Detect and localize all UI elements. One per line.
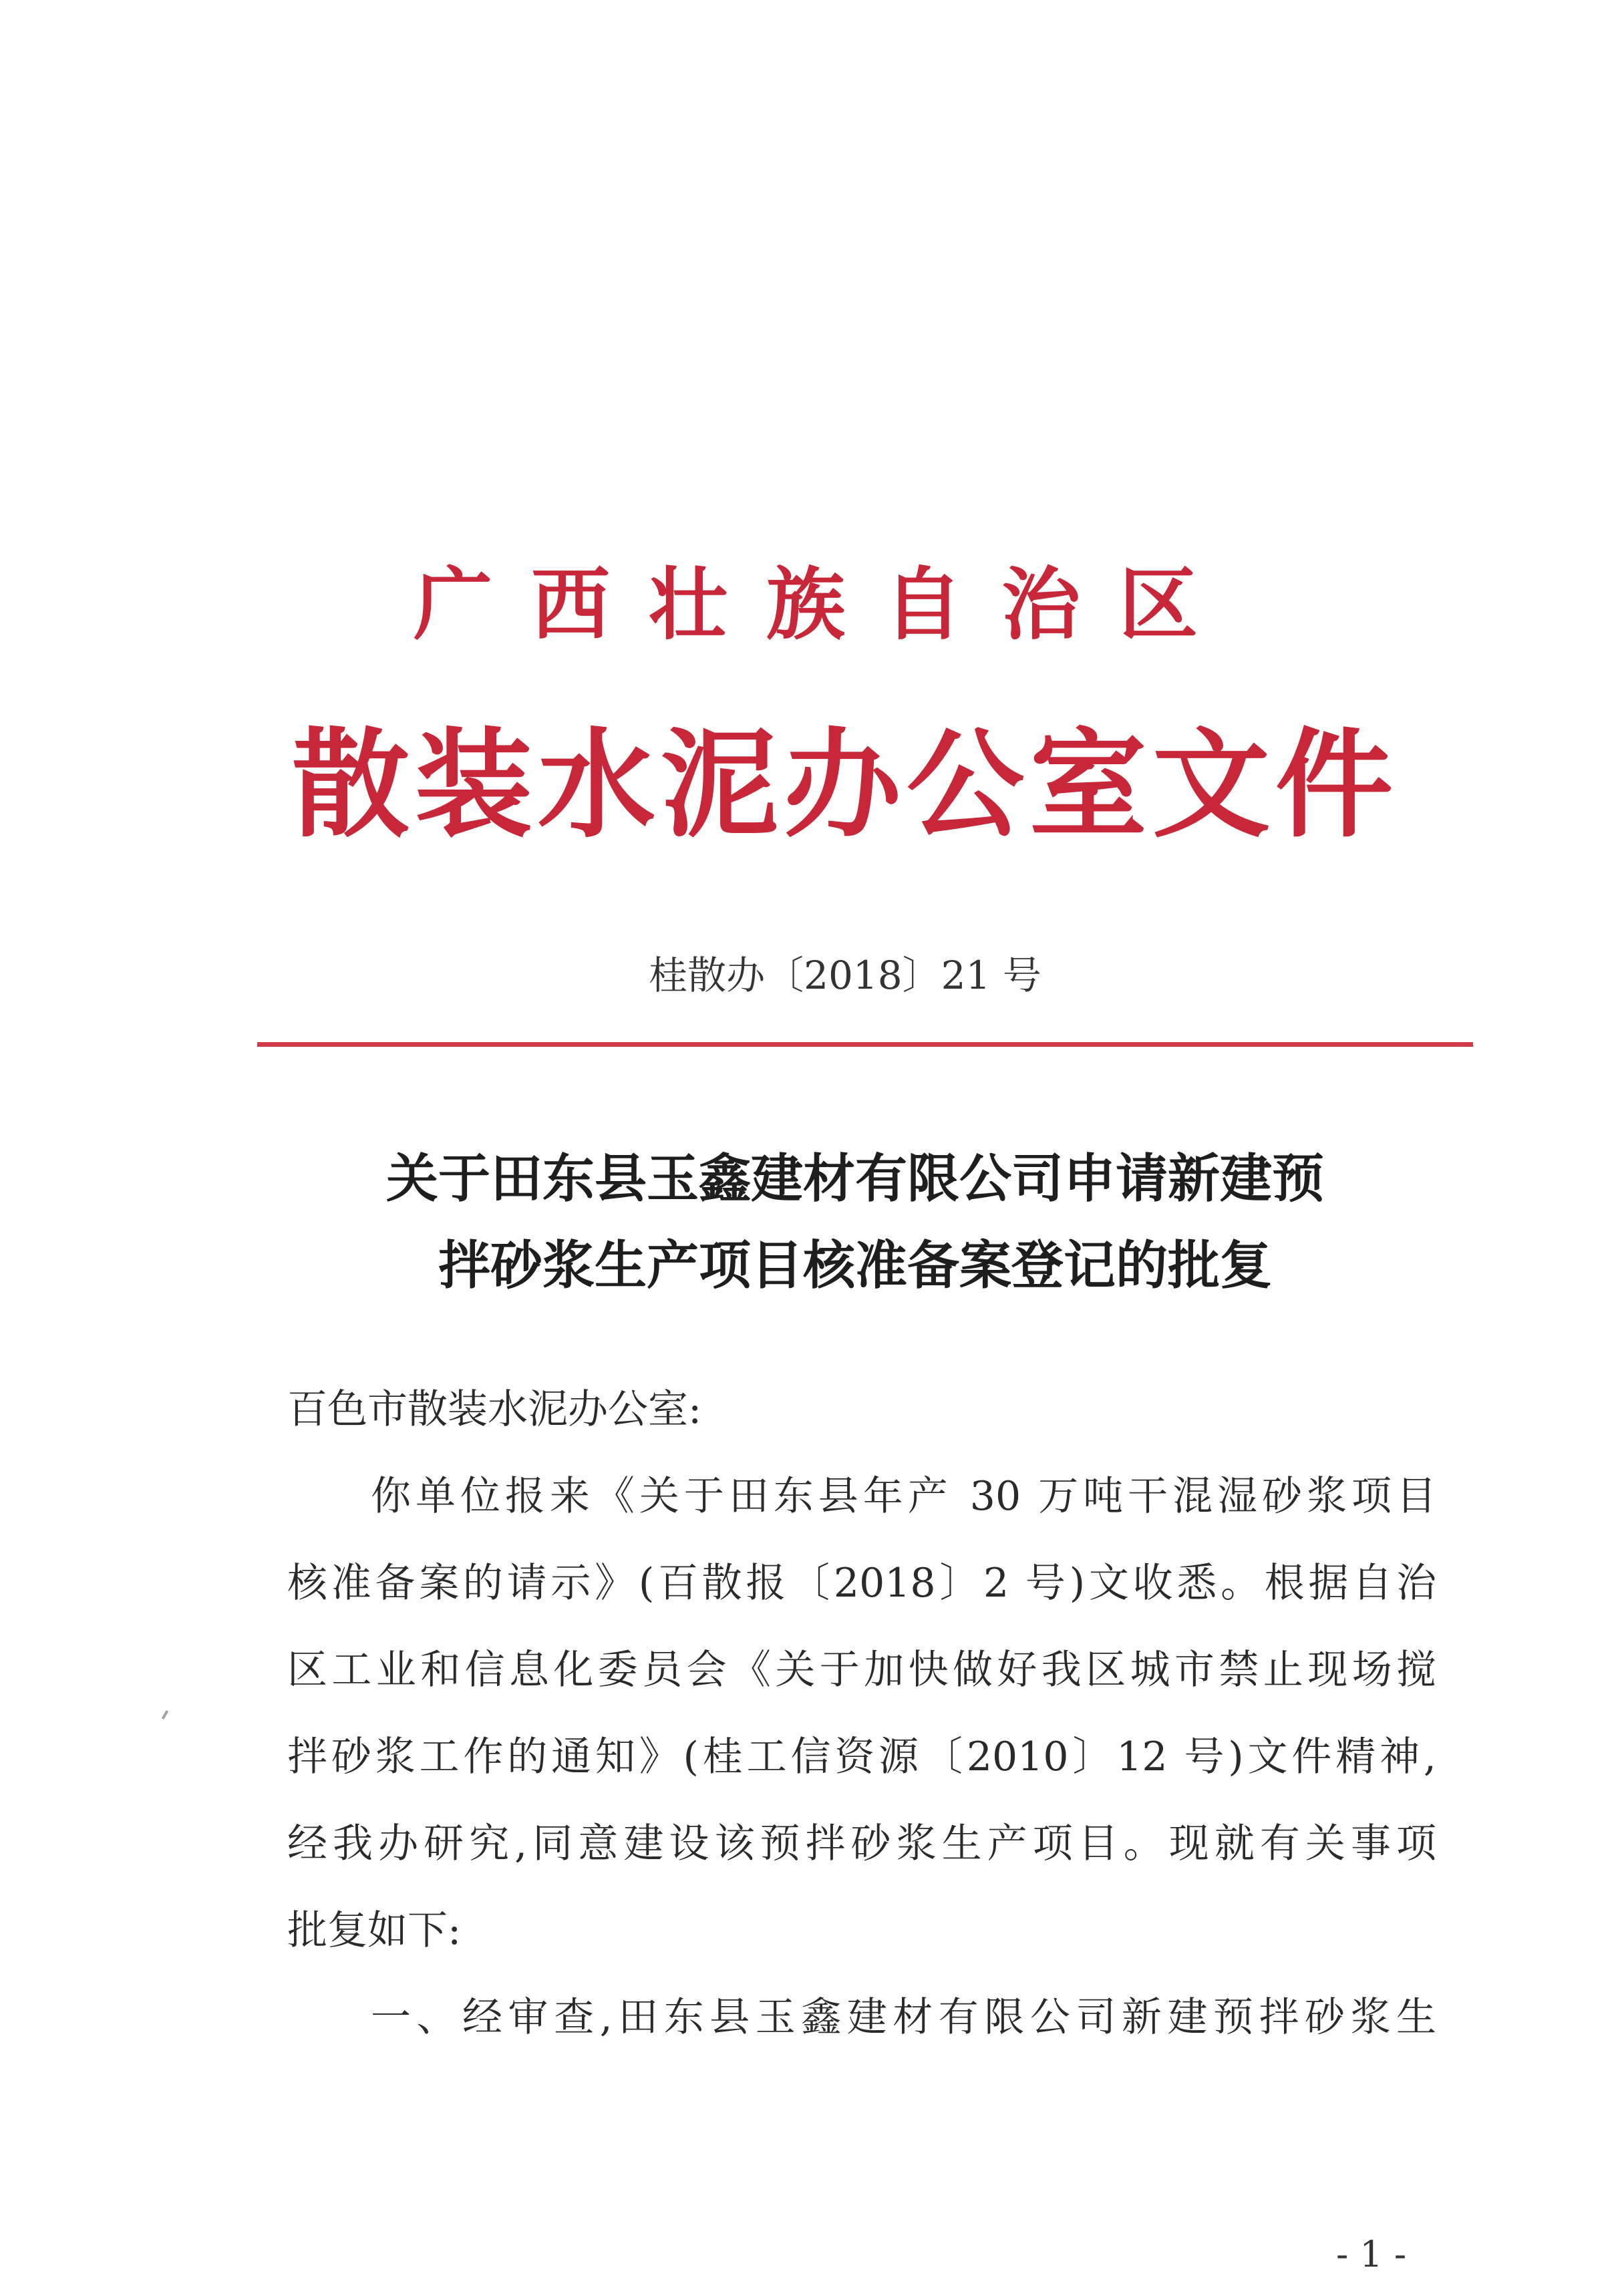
masthead-region: 广西壮族自治区 bbox=[413, 558, 1237, 651]
page-number: - 1 - bbox=[1336, 2233, 1407, 2275]
body-line-7: 一、经审查,田东县玉鑫建材有限公司新建预拌砂浆生 bbox=[371, 1994, 1436, 2041]
title-line-2: 拌砂浆生产项目核准备案登记的批复 bbox=[438, 1235, 1272, 1296]
body-line-5: 经我办研究,同意建设该预拌砂浆生产项目。现就有关事项 bbox=[287, 1820, 1436, 1867]
addressee: 百色市散装水泥办公室: bbox=[287, 1386, 702, 1433]
document-title bbox=[267, 1136, 1443, 1309]
body-line-6: 批复如下: bbox=[287, 1907, 462, 1954]
body-line-2: 核准备案的请示》(百散报〔2018〕2 号)文收悉。根据自治 bbox=[287, 1560, 1436, 1607]
body-line-4: 拌砂浆工作的通知》(桂工信资源〔2010〕12 号)文件精神, bbox=[287, 1734, 1436, 1780]
red-divider-line bbox=[257, 1042, 1473, 1047]
masthead-office-document: 散装水泥办公室文件 bbox=[291, 715, 1398, 854]
scan-speck bbox=[162, 1710, 168, 1719]
body-line-3: 区工业和信息化委员会《关于加快做好我区城市禁止现场搅 bbox=[287, 1647, 1436, 1693]
document-number: 桂散办〔2018〕21 号 bbox=[649, 953, 1041, 998]
body-line-1: 你单位报来《关于田东县年产 30 万吨干混湿砂浆项目 bbox=[371, 1473, 1436, 1520]
title-line-1: 关于田东县玉鑫建材有限公司申请新建预 bbox=[385, 1148, 1324, 1209]
